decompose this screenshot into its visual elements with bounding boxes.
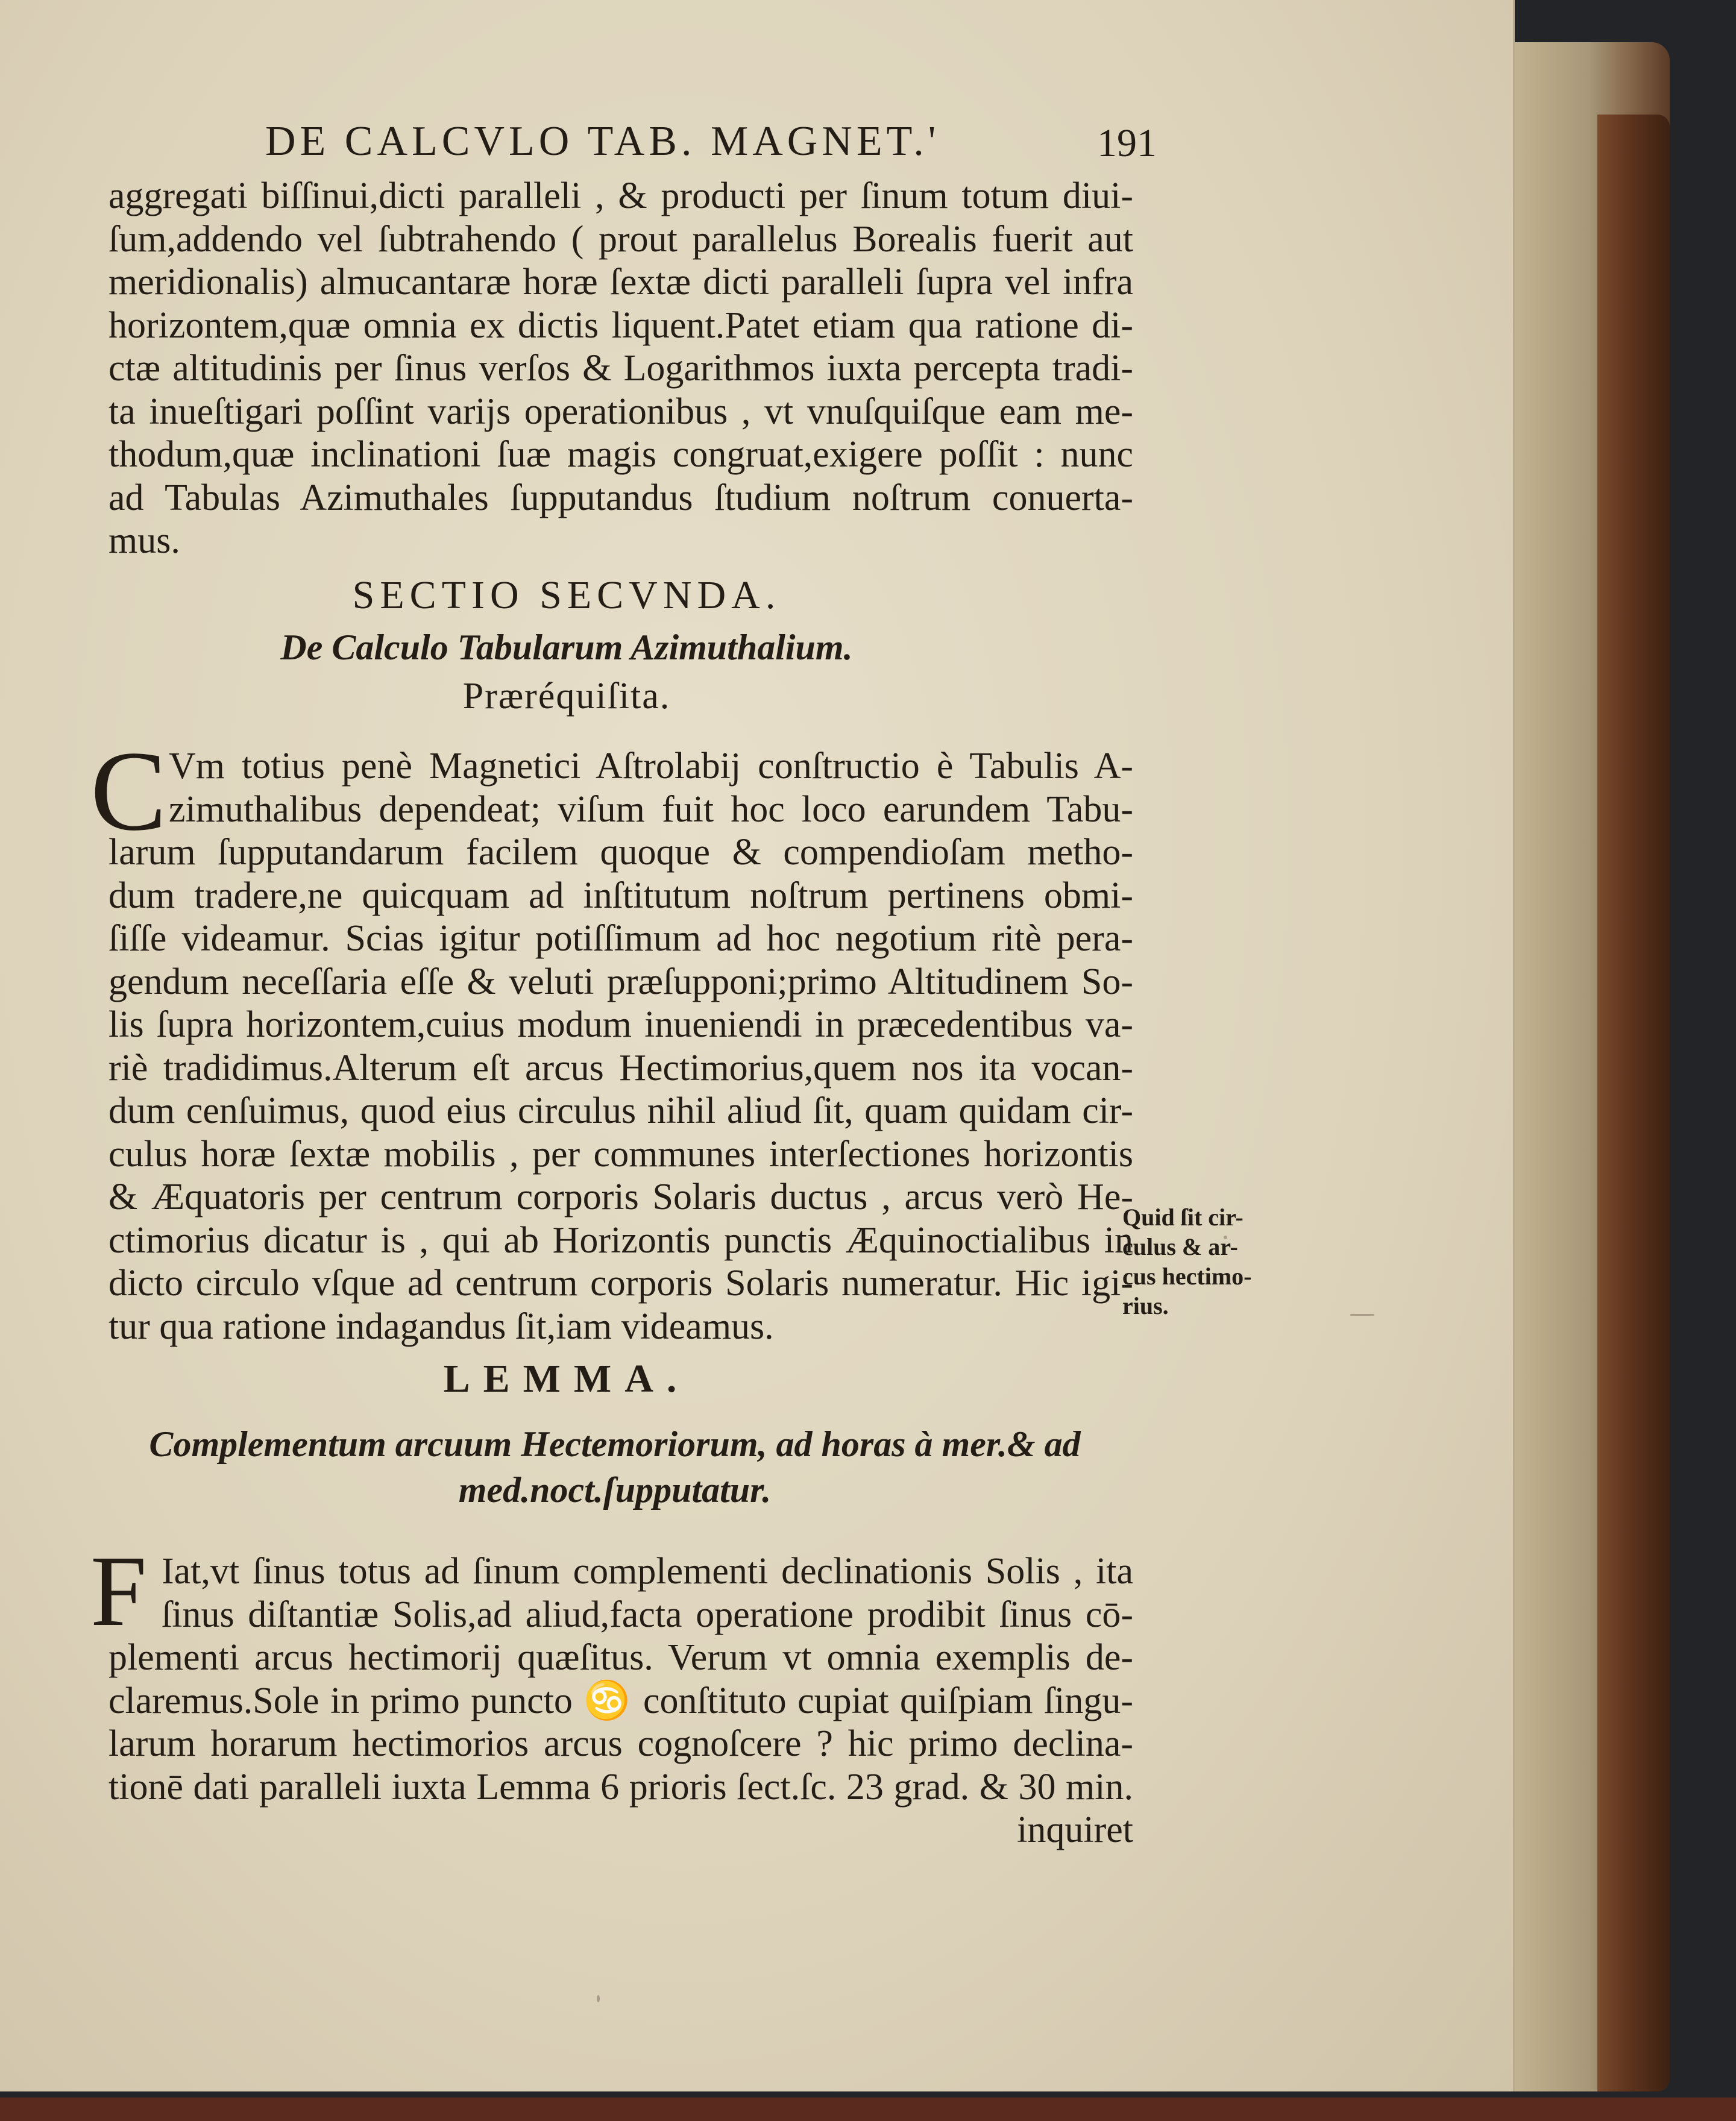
text-line: plementi arcus hectimorij quæſitus. Verum vt omnia exemplis de- [108,1637,1133,1678]
marginal-note-line: cus hectimo- [1122,1263,1252,1290]
text-line: & Æquatoris per centrum corporis Solaris ductus , arcus verò He- [108,1177,1133,1218]
catchword: inquiret [1017,1809,1133,1850]
text-line: horizontem,quæ omnia ex dictis liquent.Patet etiam qua ratione di- [108,304,1133,346]
marginal-note-line: culus & ar- [1122,1233,1238,1260]
text-line: tur qua ratione indagandus ſit,iam videamus. [108,1306,774,1347]
text-line: ctæ altitudinis per ſinus verſos & Logarithmos iuxta percepta tradi- [108,348,1133,389]
text-line: ctimorius dicatur is , qui ab Horizontis punctis Æquinoctialibus in [108,1219,1133,1261]
text-line: Vm totius penè Magnetici Aſtrolabij conſtructio è Tabulis A- [169,746,1133,787]
book-binding [1597,115,1670,2091]
lemma-title [72,1421,1157,1513]
text-line: thodum,quæ inclinationi ſuæ magis congruat,exigere poſſit : nunc [108,434,1133,475]
text-line: riè tradidimus.Alterum eſt arcus Hectimorius,quem nos ita vocan- [108,1047,1133,1089]
text-line: dicto circulo vſque ad centrum corporis Solaris numeratur. Hic igi- [108,1263,1133,1304]
paragraph-cum [108,745,1133,1348]
bottom-strip [0,2097,1736,2121]
section-title: SECTIO SECVNDA. [352,573,781,617]
text-line: ſinus diſtantiæ Solis,ad aliud,facta operatione prodibit ſinus cō- [162,1594,1133,1635]
text-line: meridionalis) almucantaræ horæ ſextæ dicti paralleli ſupra vel infra [108,262,1133,303]
section-subtitle: De Calculo Tabularum Azimuthalium. [280,627,853,667]
text-line: larum horarum hectimorios arcus cognoſcere ? hic primo declina- [108,1723,1133,1764]
text-line: culus horæ ſextæ mobilis , per communes interſectiones horizontis [108,1133,1133,1175]
text-line: lis ſupra horizontem,cuius modum inueniendi in præcedentibus va- [108,1004,1133,1045]
dropcap-c: C [90,728,167,855]
dropcap-f: F [90,1535,147,1647]
paper-speck [597,1995,600,2002]
page-number: 191 [1097,121,1157,165]
paper-speck [1224,1236,1227,1239]
lemma-heading: LEMMA. [443,1357,690,1401]
text-line: ad Tabulas Azimuthales ſupputandus ſtudium noſtrum conuerta- [108,477,1133,518]
text-line: tionē dati paralleli iuxta Lemma 6 prioris ſect.ſc. 23 grad. & 30 min. [108,1766,1133,1808]
paper-speck [1350,1314,1374,1316]
text-line: Iat,vt ſinus totus ad ſinum complementi declinationis Solis , ita [162,1551,1133,1592]
text-line: dum tradere,ne quicquam ad inſtitutum noſtrum pertinens obmi- [108,875,1133,916]
text-line: aggregati biſſinui,dicti paralleli , & producti per ſinum totum diui- [108,175,1133,216]
text-line: gendum neceſſaria eſſe & veluti præſupponi;primo Altitudinem So- [108,961,1133,1002]
text-line: zimuthalibus dependeat; viſum fuit hoc loco earundem Tabu- [169,788,1133,830]
text-line: mus. [108,520,180,561]
lemma-title-line: Complementum arcuum Hectemoriorum, ad horas à mer.& ad [149,1424,1081,1464]
text-line: ſum,addendo vel ſubtrahendo ( prout parallelus Borealis fuerit aut [108,218,1133,260]
praerequisita-heading: Præréquiſita. [462,676,671,717]
catchword-line [108,1809,1133,1852]
text-line: claremus.Sole in primo puncto ♋ conſtituto cupiat quiſpiam ſingu- [108,1680,1133,1721]
lemma-title-line: med.noct.ſupputatur. [458,1470,772,1510]
marginal-note [1122,1202,1285,1321]
intro-paragraph [108,175,1133,563]
text-line: ſiſſe videamur. Scias igitur potiſſimum ad hoc negotium ritè pera- [108,918,1133,959]
text-line: larum ſupputandarum facilem quoque & compendioſam metho- [108,832,1133,873]
text-line: ta inueſtigari poſſint varijs operationibus , vt vnuſquiſque eam me- [108,391,1133,432]
marginal-note-line: Quid ſit cir- [1122,1204,1244,1231]
paragraph-fiat [108,1550,1133,1809]
running-head: DE CALCVLO TAB. MAGNET.' [265,118,940,165]
text-line: dum cenſuimus, quod eius circulus nihil aliud ſit, quam quidam cir- [108,1090,1133,1131]
marginal-note-line: rius. [1122,1292,1169,1319]
